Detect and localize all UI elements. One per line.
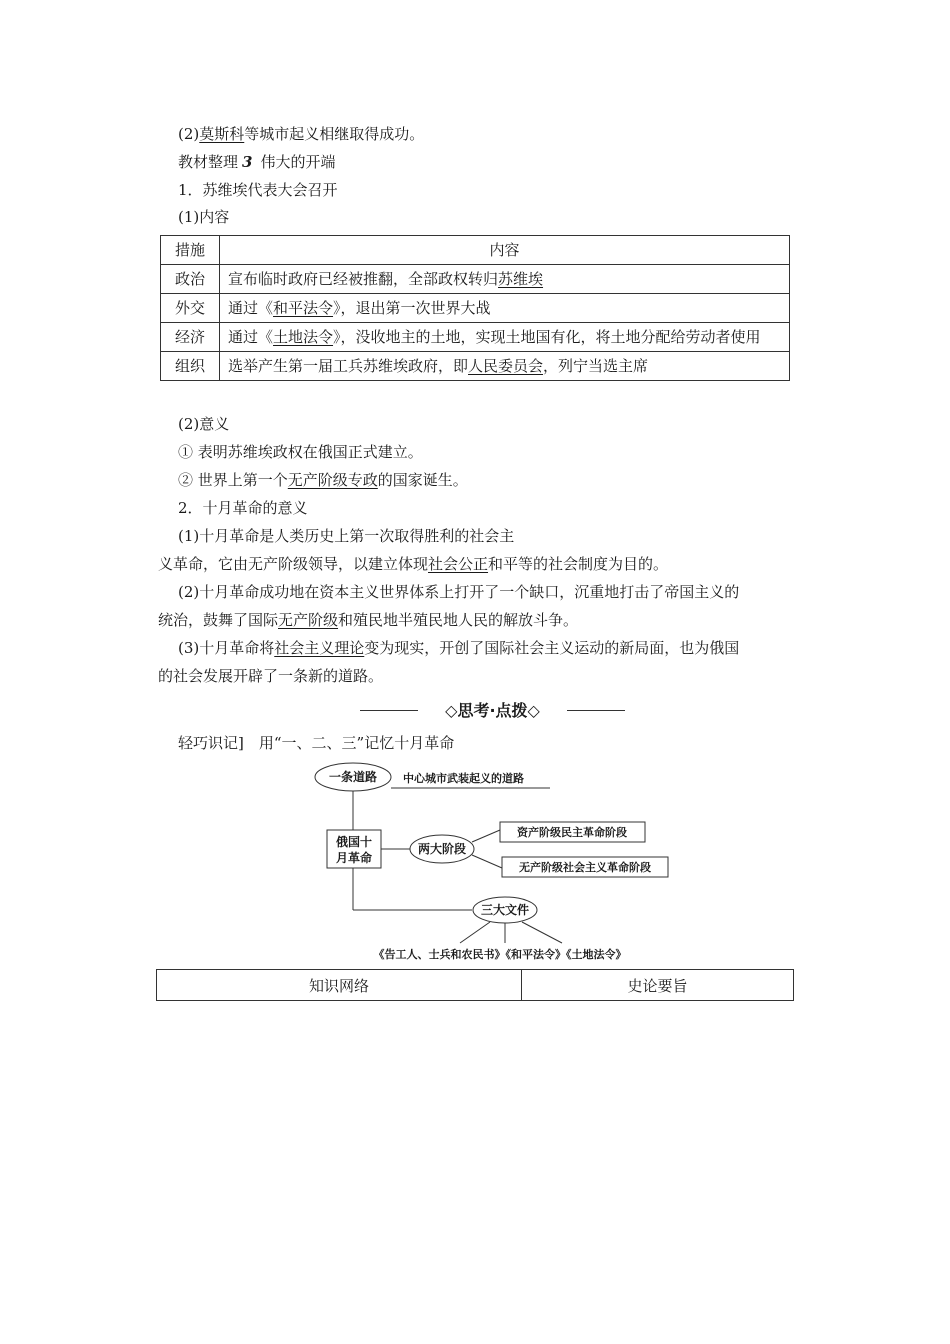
row-text: 》，没收地主的土地，实现土地国有化，将土地分配给劳动者使用 bbox=[333, 328, 761, 346]
part2-p1-line2 bbox=[158, 554, 668, 574]
divider-title: ◇思考·点拨◇ bbox=[445, 701, 540, 720]
section-title: 伟大的开端 bbox=[260, 153, 336, 171]
para-text: 统治，鼓舞了国际 bbox=[158, 611, 279, 629]
intro-suffix: 等城市起义相继取得成功。 bbox=[244, 125, 425, 143]
diagram-svg bbox=[300, 760, 700, 965]
table-row bbox=[161, 294, 790, 323]
item-term: 无产阶级专政 bbox=[287, 471, 378, 489]
stage2-connector bbox=[472, 855, 502, 868]
part2-p1-line1: (1)十月革命是人类历史上第一次取得胜利的社会主 bbox=[178, 527, 515, 545]
row-key: 经济 bbox=[161, 323, 220, 352]
think-divider bbox=[360, 700, 625, 722]
row-key: 政治 bbox=[161, 265, 220, 294]
part1-heading: 1．苏维埃代表大会召开 bbox=[178, 181, 338, 199]
para-term: 社会公正 bbox=[428, 555, 489, 573]
table-header-row bbox=[161, 236, 790, 265]
para-text: 义革命，它由无产阶级领导，以建立体现 bbox=[158, 555, 429, 573]
row-text: 选举产生第一届工兵苏维埃政府，即 bbox=[228, 357, 469, 375]
row-content bbox=[220, 323, 790, 352]
table-header-measure: 措施 bbox=[161, 236, 220, 265]
docs-arrow-left bbox=[460, 922, 490, 943]
item-text: ② 世界上第一个 bbox=[178, 471, 288, 489]
table-row bbox=[161, 323, 790, 352]
row-key: 组织 bbox=[161, 352, 220, 381]
row-text: 》，退出第一次世界大战 bbox=[333, 299, 491, 317]
stage2-label: 无产阶级社会主义革命阶段 bbox=[519, 861, 651, 874]
part2-p2-line1: (2)十月革命成功地在资本主义世界体系上打开了一个缺口，沉重地打击了帝国主义的 bbox=[178, 583, 740, 601]
moscow-term: 莫斯科 bbox=[199, 125, 245, 143]
section-heading bbox=[178, 152, 335, 172]
stage1-label: 资产阶级民主革命阶段 bbox=[517, 826, 627, 839]
table-header-content: 内容 bbox=[220, 236, 790, 265]
para-term: 社会主义理论 bbox=[274, 639, 365, 657]
docs-node-label: 三大文件 bbox=[480, 903, 530, 917]
docs-list: 《告工人、士兵和农民书》《和平法令》《土地法令》 bbox=[373, 948, 627, 961]
center-node-line1: 俄国十 bbox=[335, 835, 373, 849]
row-content bbox=[220, 352, 790, 381]
network-table-row bbox=[157, 970, 794, 1001]
measures-table bbox=[160, 235, 790, 381]
table-row bbox=[161, 265, 790, 294]
significance-item-1: ① 表明苏维埃政权在俄国正式建立。 bbox=[178, 443, 423, 461]
section-number: 3 bbox=[242, 153, 253, 171]
row-term: 和平法令 bbox=[273, 299, 334, 317]
para-term: 无产阶级 bbox=[278, 611, 339, 629]
section-label: 教材整理 bbox=[178, 153, 239, 171]
part1-sub-significance: (2)意义 bbox=[178, 415, 230, 433]
memory-tip: 轻巧识记] 用“一、二、三”记忆十月革命 bbox=[178, 734, 455, 752]
knowledge-network-cell: 知识网络 bbox=[157, 970, 522, 1001]
significance-item-2 bbox=[178, 470, 468, 490]
row-text: ，列宁当选主席 bbox=[543, 357, 649, 375]
part2-heading: 2．十月革命的意义 bbox=[178, 499, 308, 517]
intro-line bbox=[178, 124, 424, 144]
road-description: 中心城市武装起义的道路 bbox=[403, 772, 524, 785]
network-table bbox=[156, 969, 794, 1001]
history-theory-cell: 史论要旨 bbox=[522, 970, 794, 1001]
part2-p2-line2 bbox=[158, 610, 578, 630]
row-text: 宣布临时政府已经被推翻，全部政权转归 bbox=[228, 270, 499, 288]
center-node-line2: 月革命 bbox=[335, 851, 373, 865]
road-node-label: 一条道路 bbox=[328, 770, 378, 784]
stage1-connector bbox=[472, 830, 500, 842]
item-text: 的国家诞生。 bbox=[377, 471, 468, 489]
row-content bbox=[220, 265, 790, 294]
october-revolution-diagram bbox=[300, 760, 700, 965]
table-row bbox=[161, 352, 790, 381]
para-text: 和殖民地半殖民地人民的解放斗争。 bbox=[338, 611, 579, 629]
para-text: 和平等的社会制度为目的。 bbox=[488, 555, 669, 573]
part2-p3-line2: 的社会发展开辟了一条新的道路。 bbox=[158, 667, 384, 685]
row-term: 人民委员会 bbox=[468, 357, 544, 375]
intro-prefix: (2) bbox=[178, 125, 200, 143]
stages-node-label: 两大阶段 bbox=[417, 842, 467, 856]
row-content bbox=[220, 294, 790, 323]
row-text: 通过《 bbox=[228, 328, 274, 346]
para-text: 变为现实，开创了国际社会主义运动的新局面，也为俄国 bbox=[364, 639, 740, 657]
row-text: 通过《 bbox=[228, 299, 274, 317]
row-key: 外交 bbox=[161, 294, 220, 323]
part1-sub-content: (1)内容 bbox=[178, 208, 230, 226]
row-term: 土地法令 bbox=[273, 328, 334, 346]
para-text: (3)十月革命将 bbox=[178, 639, 275, 657]
part2-p3-line1 bbox=[178, 638, 739, 658]
row-term: 苏维埃 bbox=[498, 270, 544, 288]
docs-arrow-right bbox=[522, 922, 562, 943]
